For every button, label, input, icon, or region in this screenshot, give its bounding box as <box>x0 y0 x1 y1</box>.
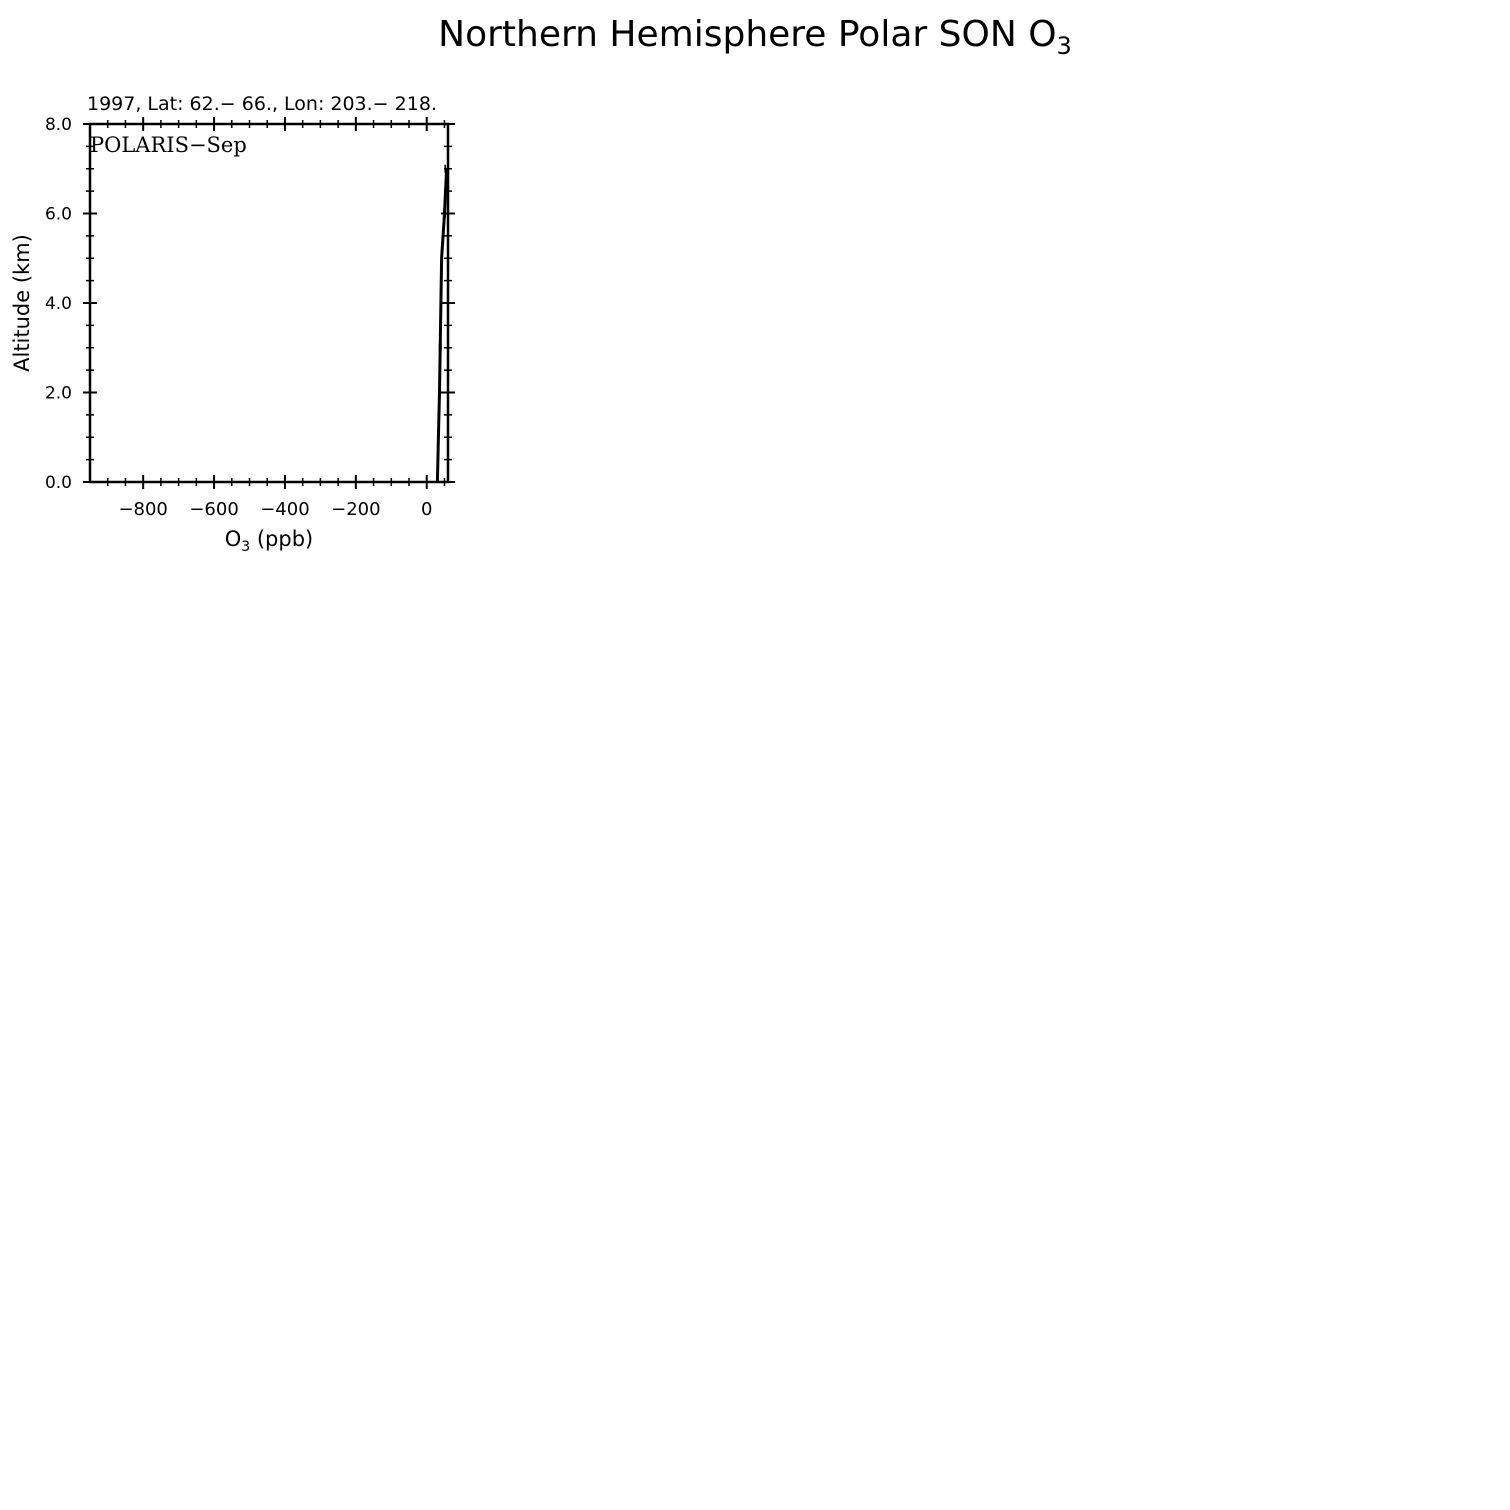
y-tick-label: 6.0 <box>44 204 72 225</box>
chart-panel <box>10 93 455 555</box>
panel-label: POLARIS−Sep <box>90 133 247 157</box>
figure-title <box>438 14 1072 60</box>
x-tick-label: −400 <box>260 499 310 520</box>
y-tick-label: 2.0 <box>44 383 72 404</box>
chart-subtitle: 1997, Lat: 62.− 66., Lon: 203.− 218. <box>87 93 437 115</box>
x-axis-label-subscript: 3 <box>241 539 251 555</box>
figure-title-subscript: 3 <box>1056 32 1072 60</box>
y-tick-label: 0.0 <box>44 473 72 493</box>
series-layer <box>437 165 448 482</box>
tick-marks <box>83 117 455 489</box>
x-tick-labels <box>118 499 432 520</box>
x-axis-label-main: O <box>224 527 242 551</box>
y-tick-label: 8.0 <box>44 115 72 135</box>
y-tick-label: 4.0 <box>44 294 72 314</box>
x-axis-label-units: (ppb) <box>250 527 314 551</box>
x-tick-label: −200 <box>331 499 381 520</box>
x-tick-label: 0 <box>421 499 433 520</box>
x-axis-label <box>225 527 314 555</box>
figure-title-main: Northern Hemisphere Polar SON O <box>438 14 1057 55</box>
y-tick-labels <box>45 115 72 493</box>
plot-frame <box>90 124 448 482</box>
y-axis-label: Altitude (km) <box>10 234 34 372</box>
x-tick-label: −800 <box>118 499 168 520</box>
x-tick-label: −600 <box>189 499 239 520</box>
